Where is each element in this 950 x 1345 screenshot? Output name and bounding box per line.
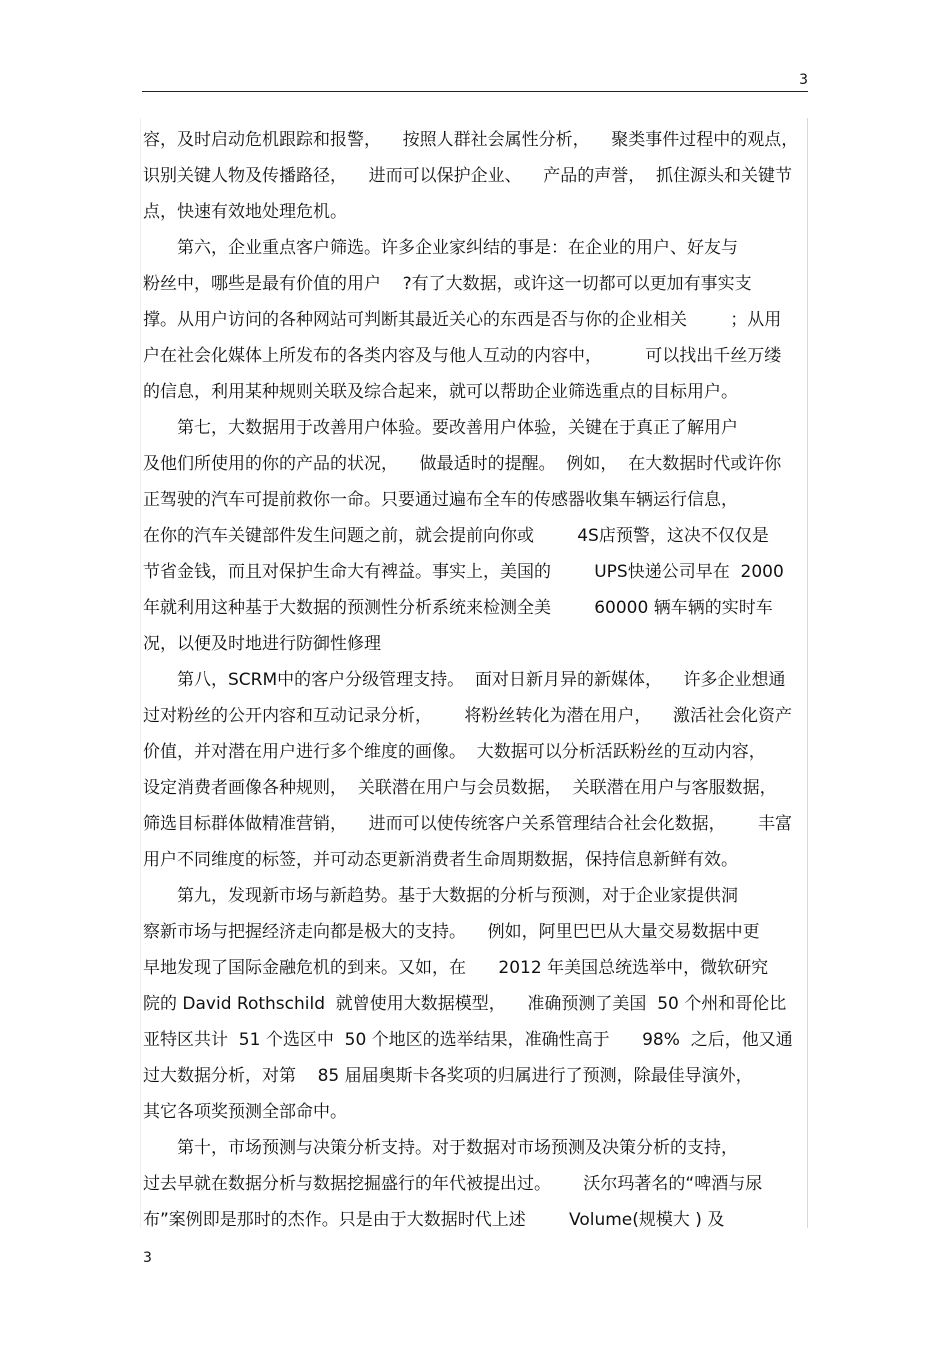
text-line: 点，快速有效地处理危机。 — [143, 202, 347, 222]
text-line: 价值，并对潜在用户进行多个维度的画像。 大数据可以分析活跃粉丝的互动内容， — [143, 742, 766, 762]
text-line: 设定消费者画像各种规则， 关联潜在用户与会员数据， 关联潜在用户与客服数据， — [143, 778, 777, 798]
text-line: 察新市场与把握经济走向都是极大的支持。 例如，阿里巴巴从大量交易数据中更 — [143, 922, 760, 942]
text-line: 户在社会化媒体上所发布的各类内容及与他人互动的内容中， 可以找出千丝万缕 — [143, 346, 782, 366]
text-line: 节省金钱，而且对保护生命大有裨益。事实上，美国的 UPS快递公司早在 2000 — [143, 562, 784, 582]
text-line: 容，及时启动危机跟踪和报警， 按照人群社会属性分析， 聚类事件过程中的观点， — [143, 130, 799, 150]
text-line: 识别关键人物及传播路径， 进而可以保护企业、 产品的声誉， 抓住源头和关键节 — [143, 166, 793, 186]
text-line: 其它各项奖预测全部命中。 — [143, 1102, 347, 1122]
footer-page-number: 3 — [143, 1250, 152, 1266]
text-line: 在你的汽车关键部件发生问题之前，就会提前向你或 4S店预警，这决不仅仅是 — [143, 526, 769, 546]
text-line: 亚特区共计 51 个选区中 50 个地区的选举结果，准确性高于 98% 之后，他又通 — [143, 1030, 793, 1050]
text-line: 布”案例即是那时的杰作。只是由于大数据时代上述 Volume(规模大 ) 及 — [143, 1210, 725, 1230]
text-line: 况，以便及时地进行防御性修理 — [143, 634, 381, 654]
text-line: 过大数据分析，对第 85 届届奥斯卡各奖项的归属进行了预测，除最佳导演外， — [143, 1066, 753, 1086]
text-line: 正驾驶的汽车可提前救你一命。只要通过遍布全车的传感器收集车辆运行信息， — [143, 490, 738, 510]
paragraph-start-line: 第六，企业重点客户筛选。许多企业家纠结的事是：在企业的用户、好友与 — [177, 238, 738, 258]
text-line: 院的 David Rothschild 就曾使用大数据模型， 准确预测了美国 50 个州和哥伦比 — [143, 994, 787, 1014]
text-line: 年就利用这种基于大数据的预测性分析系统来检测全美 60000 辆车辆的实时车 — [143, 598, 773, 618]
paragraph-start-line: 第十，市场预测与决策分析支持。对于数据对市场预测及决策分析的支持， — [177, 1138, 738, 1158]
text-line: 筛选目标群体做精准营销， 进而可以使传统客户关系管理结合社会化数据， 丰富 — [143, 814, 793, 834]
text-line: 及他们所使用的你的产品的状况， 做最适时的提醒。 例如， 在大数据时代或许你 — [143, 454, 782, 474]
text-line: 撑。从用户访问的各种网站可判断其最近关心的东西是否与你的企业相关 ；从用 — [143, 310, 782, 330]
text-line: 的信息，利用某种规则关联及综合起来，就可以帮助企业筛选重点的目标用户。 — [143, 382, 738, 402]
text-line: 过去早就在数据分析与数据挖掘盛行的年代被提出过。 沃尔玛著名的“啤酒与尿 — [143, 1174, 763, 1194]
paragraph-start-line: 第九，发现新市场与新趋势。基于大数据的分析与预测，对于企业家提供洞 — [177, 886, 738, 906]
text-line: 用户不同维度的标签，并可动态更新消费者生命周期数据，保持信息新鲜有效。 — [143, 850, 738, 870]
header-page-number: 3 — [799, 72, 808, 88]
paragraph-start-line: 第七，大数据用于改善用户体验。要改善用户体验，关键在于真正了解用户 — [177, 418, 738, 438]
header-divider — [142, 91, 808, 92]
paragraph-start-line: 第八，SCRM中的客户分级管理支持。 面对日新月异的新媒体， 许多企业想通 — [177, 670, 786, 690]
text-line: 过对粉丝的公开内容和互动记录分析， 将粉丝转化为潜在用户， 激活社会化资产 — [143, 706, 793, 726]
text-line: 粉丝中，哪些是最有价值的用户 ?有了大数据，或许这一切都可以更加有事实支 — [143, 274, 752, 294]
document-body — [143, 122, 803, 1238]
text-line: 早地发现了国际金融危机的到来。又如，在 2012 年美国总统选举中，微软研究 — [143, 958, 769, 978]
